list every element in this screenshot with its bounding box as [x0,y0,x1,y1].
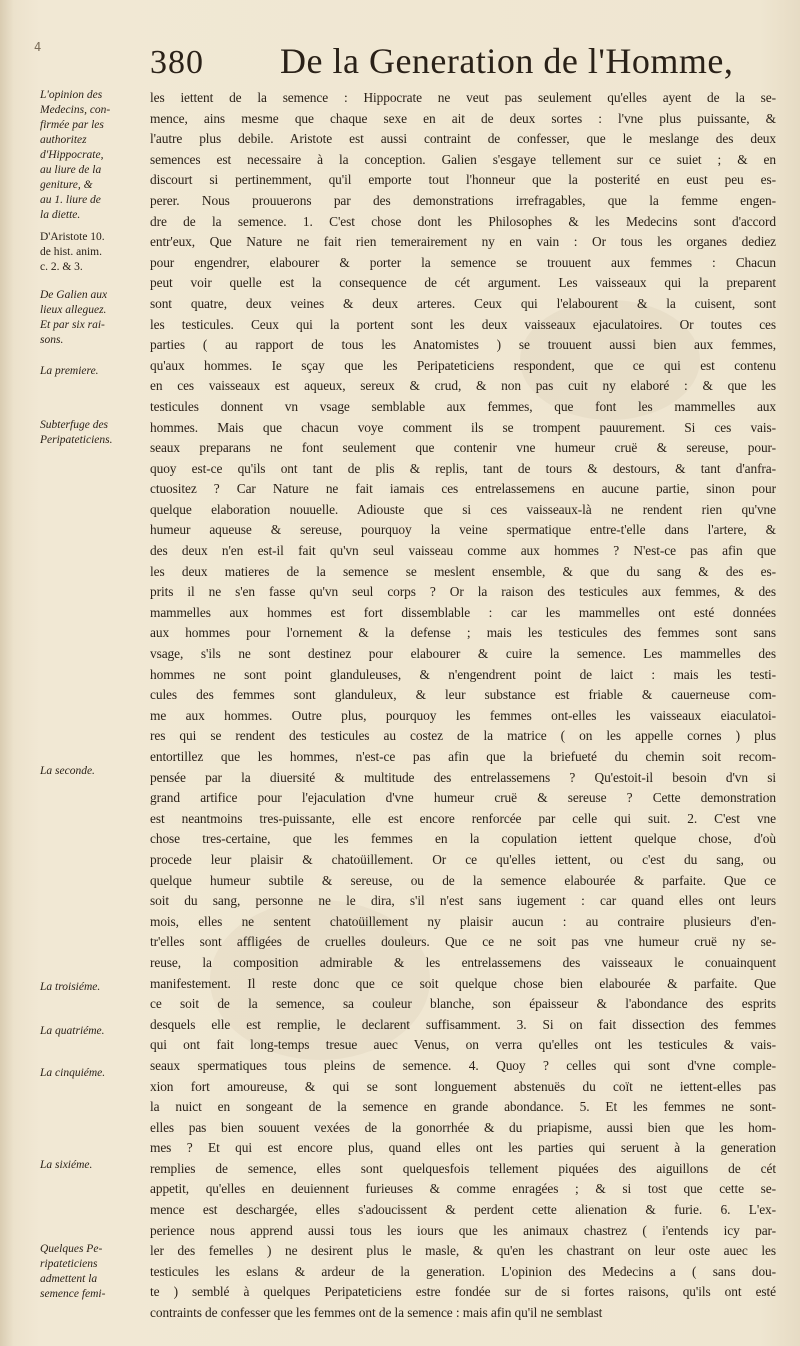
margin-note-line: semence femi- [40,1288,106,1300]
margin-note-line: c. 2. & 3. [40,261,83,273]
running-title: De la Generation de l'Homme, [280,41,734,81]
body-text-line: mois, elles ne sentent chatoüillement ny plaisir aucun : au contraire plusieurs d'en- [150,913,776,929]
margin-note-line: L'opinion des [40,89,103,101]
body-text-line: parties ( au rapport de tous les Anatomistes ) se trouuent aussi bien aux femmes, [150,337,776,353]
body-text-line: hommes. Mais que chacun voye comment ils se trompent pauurement. Si ces vais- [150,419,776,435]
page-header [150,40,770,92]
body-text [150,88,776,1324]
body-text-line: testicules donnent vn vsage semblable aux femmes, que font les mammelles aux [150,398,776,414]
margin-note-line: la diette. [40,209,81,221]
body-text-line: sont quatre, deux veines & deux arteres. Ceux qui l'elabourent & la cuisent, sont [150,295,776,311]
body-text-line: mes ? Et qui est encore plus, quand elles ont les parties qui seruent à la generation [150,1140,776,1156]
body-text-line: est neantmoins tres-puissante, elle est encore renforcée par celle qui suit. 2. C'est vne [150,810,776,826]
body-text-line: ctuositez ? Car Nature ne fait iamais ces entrelassemens en aucune partie, sinon pour [150,481,776,497]
margin-note-line: Medecins, con- [40,104,111,116]
body-text-line: l'autre plus debile. Aristote est aussi contraint de confesser, que le meslange des deux [150,131,776,147]
body-text-line: peut voir quelle est la consequence de cét argument. Les vaisseaux qui la preparent [150,275,776,291]
margin-note-line: geniture, & [40,179,93,191]
margin-note-line: admettent la [40,1273,98,1285]
margin-note-line: La cinquiéme. [40,1067,106,1079]
margin-note-line: au 1. liure de [40,194,101,206]
margin-note-line: d'Hippocrate, [40,149,104,161]
margin-note-line: de hist. anim. [40,246,102,258]
body-text-line: les iettent de la semence : Hippocrate ne veut pas seulement qu'elles ayent de la se- [150,90,776,105]
body-text-line: vsage, s'ils ne sont destinez pour elabourer & cuire la semence. Les mammelles des [150,646,776,662]
margin-note [40,364,152,379]
body-text-line: en ces vaisseaux est aqueux, sereux & crud, & non pas cuit ny elaboré : & que les [150,378,776,394]
body-text-line: humeur aqueuse & sereuse, pourquoy la veine spermatique entre-t'elle dans l'artere, & [150,522,776,538]
body-text-line: appetit, qu'elles en deuiennent furieuses & comme enragées ; & si tost que cette se- [150,1181,776,1197]
body-text-line: te ) semblé à quelques Peripateticiens estre fondée sur de si fortes raisons, qu'ils ont esté [150,1284,776,1300]
margin-note [40,1242,152,1302]
body-text-line: mence, ains mesme que chaque sexe en ait de deux sortes : l'vne plus puissante, & [150,110,776,126]
body-text-line: soit du sang, personne ne le dira, s'il n'est sans iugement : car quand elles ont leurs [150,893,776,909]
margin-note-line: sons. [40,334,64,346]
margin-note-line: De Galien aux [40,289,108,301]
body-text-line: manifestement. Il reste donc que ce soit quelque chose bien elabourée & parfaite. Que [150,975,776,991]
margin-note-line: lieux alleguez. [40,304,107,316]
margin-note-line: authoritez [40,134,87,146]
body-text-line: quelque elaboration nouuelle. Adiouste que si ces vaisseaux-là ne rendent rien qu'vne [150,501,776,517]
body-text-line: pour engendrer, elabourer & porter la semence se trouuent aux femmes : Chacun [150,254,776,270]
margin-note [40,230,152,275]
body-text-line: cules des femmes sont glanduleux, & leur substance est friable & cauerneuse com- [150,687,776,703]
body-text-line: contraints de confesser que les femmes ont de la semence : mais afin qu'il ne semblast [150,1305,603,1321]
margin-note-line: D'Aristote 10. [40,231,105,243]
body-text-line: des deux n'en est-il fait qu'vn seul vaisseau comme aux hommes ? N'est-ce pas afin que [150,543,776,559]
margin-note-line: firmée par les [40,119,104,131]
margin-note [40,418,152,448]
body-text-line: chose tres-certaine, que les femmes en la copulation iettent quelque chose, d'où [150,831,776,847]
body-text-line: semences est necessaire à la conception. Galien s'esgaye tellement sur ce suiet ; & en [150,151,776,167]
body-text-line: grand artifice pour l'ejaculation d'vne humeur cruë & sereuse ? Cette demonstration [150,790,776,806]
body-text-line: les deux matieres de la semence se meslent ensemble, & que du sang & des es- [150,563,776,579]
margin-note-line: La seconde. [40,765,95,777]
body-text-line: remplies de semence, elles sont quelquesfois tellement piquées des aiguillons de cét [150,1160,776,1176]
margin-note-line: La quatriéme. [40,1025,105,1037]
body-text-line: discourt si pertinemment, qu'il emporte tout l'honneur que la posterité en eust peu es- [150,172,776,188]
body-text-line: testicules les eslans & ardeur de la generation. L'opinion des Medecins a ( sans dou- [150,1263,776,1279]
margin-note-line: La sixiéme. [40,1159,93,1171]
body-text-line: quoy est-ce qu'ils ont tant de plis & replis, tant de tours & destours, & tant d'anfra- [150,460,776,476]
body-text-line: mence est deschargée, elles s'adoucissent & perdent cette alienation & furie. 6. L'ex- [150,1202,776,1218]
margin-note-line: La premiere. [40,365,99,377]
body-text-line: procede leur plaisir & chatoüillement. Or ce qu'elles iettent, ou c'est du sang, ou [150,851,776,867]
body-text-line: seaux preparans ne font seulement que contenir vne humeur cruë & sereuse, pour- [150,440,776,456]
body-text-line: xion fort amoureuse, & qui se sont longuement abstenuës du coït ne iettent-elles pas [150,1078,776,1094]
margin-note [40,1066,152,1081]
body-text-line: tr'elles sont affligées de cruelles douleurs. Que ce ne soit pas vne humeur cruë ny se- [150,934,776,950]
body-text-line: perience nous apprend aussi tous les iours que les animaux chastrez ( i'entends icy par- [150,1222,776,1238]
margin-note-line: Et par six rai- [40,319,105,331]
margin-note [40,288,152,348]
margin-note-line: Peripateticiens. [40,434,113,446]
body-text-line: les testicules. Ceux qui la portent sont les deux vaisseaux ejaculatoires. Or toutes ces [150,316,776,332]
body-text-line: ler des femelles ) ne desirent plus le masle, & qu'en les chastrant on leur oste auec les [150,1243,776,1259]
margin-note [40,1158,152,1173]
body-text-line: me aux hommes. Outre plus, pourquoy les femmes ont-elles les vaisseaux eiaculatoi- [150,707,776,723]
body-text-line: pensée par la diuersité & multitude des entrelassemens ? Qu'estoit-il besoin d'vn si [150,769,776,785]
margin-note-line: La troisiéme. [40,981,101,993]
body-text-line: entr'eux, Que Nature ne fait rien temerairement ny en vain : Or tous les organes dediez [150,234,776,250]
body-text-line: quelque humeur subtile & sereuse, ou de la semence elabourée & parfaite. Que ce [150,872,776,888]
margin-note [40,980,152,995]
body-text-line: seaux spermatiques tous pleins de semence. 4. Quoy ? celles qui sont d'vne comple- [150,1057,776,1073]
margin-note-line: Subterfuge des [40,419,109,431]
body-text-line: hommes ne sont point glanduleuses, & n'engendrent point de laict : mais les testi- [150,666,776,682]
body-text-line: entortillez que les hommes, n'est-ce pas afin que la briefueté du chemin soit recom- [150,749,776,764]
margin-notes [40,88,152,1338]
folio-mark: 4 [34,40,42,54]
body-text-line: prits il ne s'en fasse qu'vn seul corps ? Or la raison des testicules aux femmes, & des [150,584,776,600]
margin-note [40,88,152,223]
body-text-line: dre de la semence. 1. C'est chose dont les Philosophes & les Medecins sont d'accord [150,213,776,229]
body-text-line: aux hommes pour l'ornement & la defense ; mais les testicules des femmes sont sans [150,625,776,641]
margin-note [40,1024,152,1039]
page-number: 380 [150,44,204,81]
body-text-line: ce soit de la semence, sa couleur blanche, son épaisseur & l'abondance des esprits [150,996,776,1012]
body-text-line: la nuict en songeant de la semence en grande abondance. 5. Et les femmes ne sont- [150,1099,776,1115]
body-text-line: mammelles aux hommes est fort dissemblable : car les mammelles ont esté données [150,604,776,620]
body-text-line: qui ont fait long-temps tresue auec Venus, on verra qu'elles ont les testicules & vais- [150,1037,776,1053]
body-text-line: res qui se rendent des testicules au costez de la matrice ( on les appelle cornes ) plus [150,728,776,744]
body-text-line: reuse, la composition admirable & les entrelassemens des vaisseaux le conuainquent [150,954,776,970]
margin-note [40,764,152,779]
margin-note-line: au liure de la [40,164,102,176]
body-text-line: perer. Nous prouuerons par des demonstrations irrefragables, que la femme engen- [150,192,776,208]
body-text-line: desquels elle est remplie, le declarent suffisamment. 3. Si on fait dissection des femmes [150,1016,776,1032]
body-text-line: qu'aux hommes. Ie sçay que les Peripateticiens respondent, que ce qui est contenu [150,357,776,373]
margin-note-line: Quelques Pe- [40,1243,103,1255]
margin-note-line: ripateticiens [40,1258,98,1270]
body-text-line: elles pas bien souuent vexées de la gonorrhée & du priapisme, aussi bien que les hom- [150,1119,776,1135]
